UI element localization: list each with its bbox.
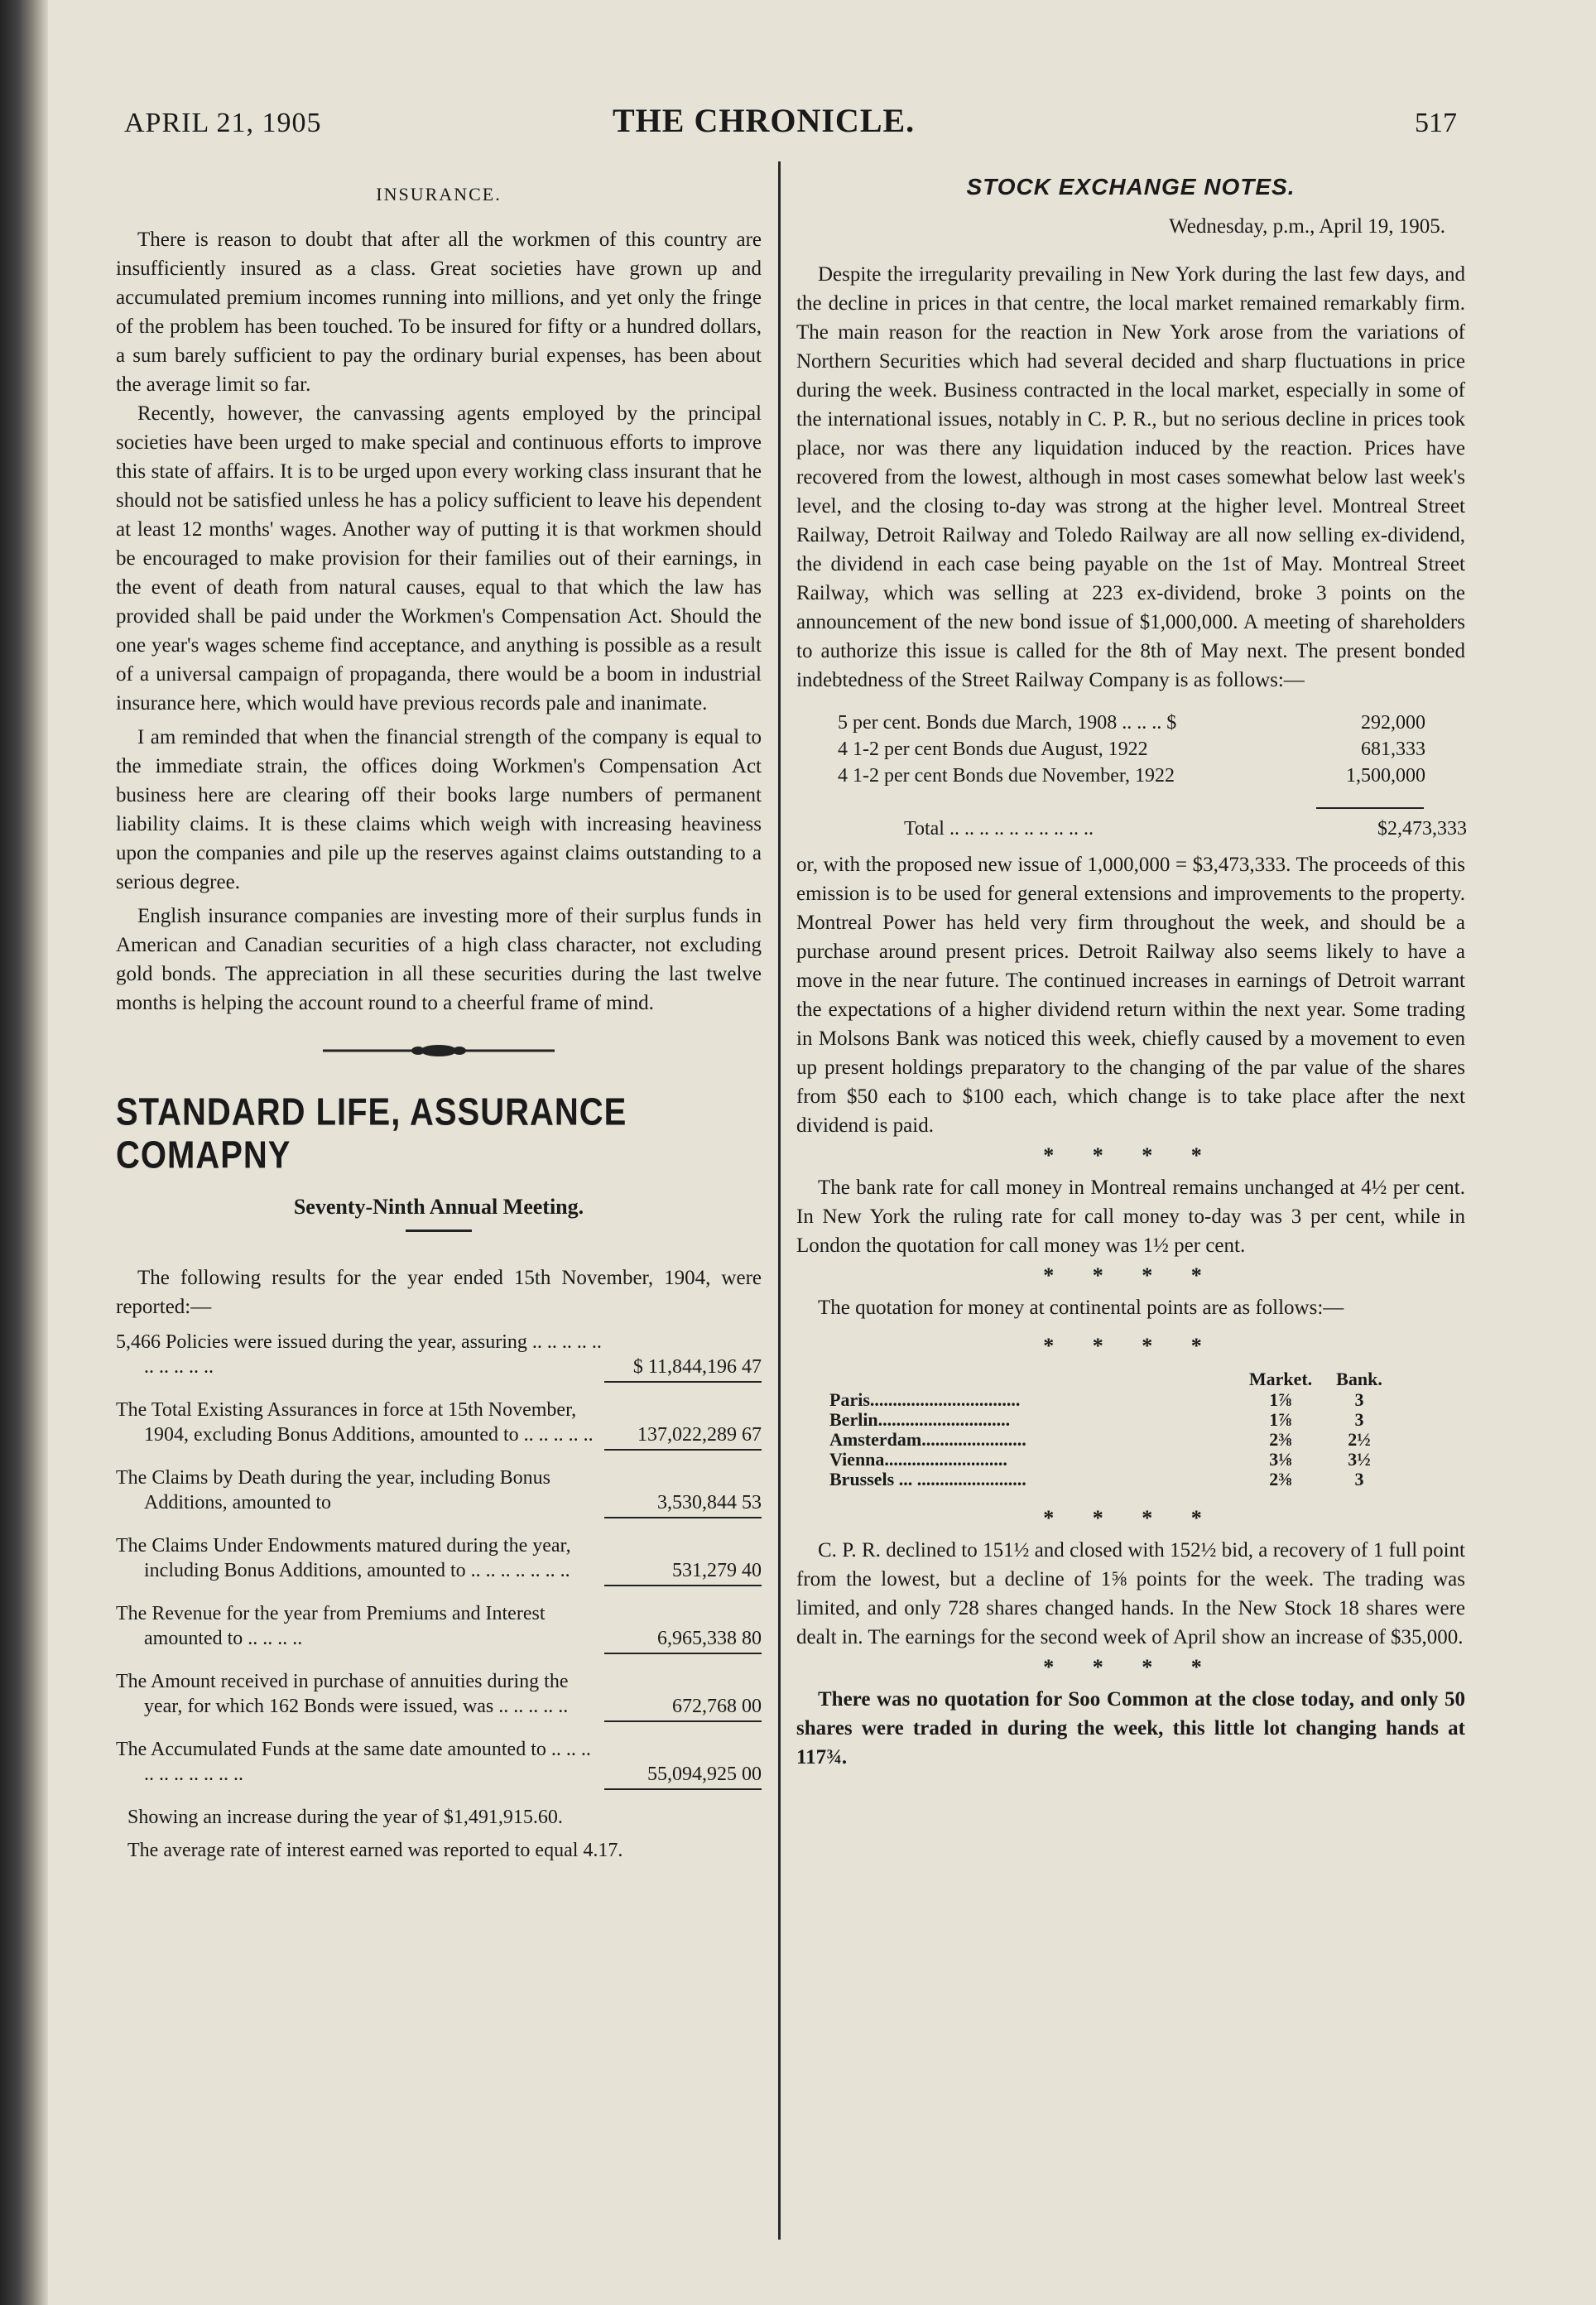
result-label: 5,466 Policies were issued during the year, assuring .. .. .. .. .. .. .. .. .. .. <box>116 1331 602 1378</box>
insurance-paragraph: I am reminded that when the financial strength of the company is equal to the immediate strain, the offices doing Workmen's Compensation Act business here are clearing off their books large numbers of permanent liability claims. It is these claims which weigh with increasing heaviness upon the companies and pile up the reserves against claims outstanding to a serious degree. <box>116 726 762 893</box>
rate-row <box>829 1410 1425 1430</box>
bond-amount: 1,500,000 <box>1346 765 1425 787</box>
result-amount: 6,965,338 80 <box>657 1628 762 1649</box>
result-amount: 3,530,844 53 <box>657 1492 762 1513</box>
rate-row <box>829 1390 1425 1410</box>
rate-row <box>829 1450 1425 1470</box>
rate-bank: 3 <box>1354 1389 1364 1410</box>
bond-row <box>838 710 1425 736</box>
rate-city: Paris................................. <box>829 1390 1021 1410</box>
rate-bank: 2½ <box>1348 1429 1371 1450</box>
insurance-paragraph: Recently, however, the canvassing agents employed by the principal societies have been urged to make special and continuous efforts to improve this state of affairs. It is to be urged upon every working class insurant that he should not be satisfied unless he has a policy sufficient to leave his dependent at least 12 months' wages. Another way of putting it is that workmen should be encouraged to make provision for their families out of their earnings, in the event of death from natural causes, equal to that which the law has provided shall be paid under the Workmen's Compensation Act. Should the one year's wages scheme find acceptance, and anything is possible as a result of a universal campaign of propaganda, there would be a boom in industrial insurance here, which would have previous records pale and inanimate. <box>116 402 762 715</box>
running-head <box>124 101 1457 151</box>
insurance-paragraph: There is reason to doubt that after all the workmen of this country are insufficiently insured as a class. Great societies have grown up and accumulated premium incomes running into millions, and yet only the fringe of the problem has been touched. To be insured for fifty or a hundred dollars, a sum barely sufficient to pay the ordinary burial expenses, has been about the average limit so far. <box>116 229 762 396</box>
rate-market: 1⅞ <box>1269 1409 1292 1430</box>
dateline: Wednesday, p.m., April 19, 1905. <box>1169 215 1445 238</box>
results-list <box>116 1330 762 1790</box>
rate-city: Amsterdam....................... <box>829 1430 1026 1450</box>
market-header: Market. <box>1248 1369 1313 1389</box>
section-stars: * * * * <box>1043 1263 1219 1287</box>
result-label: The Accumulated Funds at the same date amounted to .. .. .. .. .. .. .. .. .. .. <box>116 1739 591 1785</box>
result-rule <box>604 1585 762 1586</box>
short-rule <box>406 1229 472 1232</box>
stock-paragraph: The quotation for money at continental points are as follows:— <box>818 1297 1344 1319</box>
result-label: The Amount received in purchase of annuities during the year, for which 162 Bonds were issued, was .. .. .. .. .. <box>116 1671 569 1717</box>
total-rule <box>1316 807 1424 809</box>
result-amount: 55,094,925 00 <box>647 1764 762 1785</box>
result-amount: 531,279 40 <box>672 1560 762 1581</box>
result-item <box>116 1737 762 1790</box>
result-rule <box>604 1788 762 1790</box>
result-amount: 672,768 00 <box>672 1696 762 1717</box>
bond-description: 4 1-2 per cent Bonds due August, 1922 <box>838 739 1148 760</box>
bond-row <box>838 763 1425 789</box>
column-rule <box>778 161 781 2240</box>
result-rule <box>604 1720 762 1722</box>
stock-paragraph: There was no quotation for Soo Common at the close today, and only 50 shares were traded in during the week, this little lot changing hands at 117¾. <box>796 1688 1465 1768</box>
bank-header: Bank. <box>1336 1369 1382 1389</box>
result-rule <box>604 1517 762 1518</box>
bond-row <box>838 736 1425 763</box>
issue-date: APRIL 21, 1905 <box>124 108 322 138</box>
right-column <box>796 174 1465 1772</box>
section-stars: * * * * <box>1043 1334 1219 1358</box>
stock-paragraph: Despite the irregularity prevailing in New York during the last few days, and the decline in prices in that centre, the local market remained remarkably firm. The main reason for the reaction in New York arose from the variations of Northern Securities which had several decided and sharp fluctuations in price during the week. Business contracted in the local market, especially in some of the international issues, notably in C. P. R., but no serious decline in prices took place, nor was there any liquidation induced by the reaction. Prices have recovered from the lowest, although in most cases somewhat below last week's level, and the closing to-day was strong at the higher level. Montreal Street Railway, Detroit Railway and Toledo Railway are all now selling ex-dividend, the dividend in each case being payable on the 1st of May. Montreal Street Railway, which was selling at 223 ex-dividend, broke 3 points on the announcement of the new bond issue of $1,000,000. A meeting of shareholders to authorize this issue is called for the 8th of May next. The present bonded indebtedness of the Street Railway Company is as follows:— <box>796 263 1465 691</box>
insurance-paragraph: English insurance companies are investing more of their surplus funds in American and Canadian securities of a high class character, not excluding gold bonds. The appreciation in all these securities during the last twelve months is helping the account round to a cheerful frame of mind. <box>116 905 762 1014</box>
rates-header <box>829 1369 1425 1390</box>
result-rule <box>604 1381 762 1383</box>
page-number: 517 <box>1415 108 1457 138</box>
rate-row <box>829 1430 1425 1450</box>
stock-paragraph: The bank rate for call money in Montreal remains unchanged at 4½ per cent. In New York the ruling rate for call money to-day was 3 per cent, while in London the quotation for call money was 1½ per cent. <box>796 1177 1465 1257</box>
stock-notes-title: STOCK EXCHANGE NOTES. <box>966 174 1296 200</box>
rate-bank: 3 <box>1354 1469 1364 1489</box>
result-label: The Revenue for the year from Premiums and Interest amounted to .. .. .. .. <box>116 1603 546 1649</box>
binding-edge <box>0 0 48 2305</box>
section-stars: * * * * <box>1043 1143 1219 1167</box>
money-rates-table <box>829 1369 1425 1489</box>
result-item <box>116 1669 762 1722</box>
section-label: INSURANCE. <box>376 184 502 205</box>
result-item <box>116 1601 762 1654</box>
total-amount: $2,473,333 <box>1377 818 1467 840</box>
result-item <box>116 1330 762 1383</box>
bond-total-row <box>904 816 1467 842</box>
result-label: The Claims by Death during the year, including Bonus Additions, amounted to <box>116 1467 550 1513</box>
stock-paragraph: or, with the proposed new issue of 1,000,000 = $3,473,333. The proceeds of this emission is to be used for general extensions and improvements to the property. Montreal Power has held very firm throughout the week, and should be a purchase around present prices. Detroit Railway also seems likely to have a move in the near future. The continued increases in earnings of Detroit warrant the expectations of a higher dividend return within the next year. Some trading in Molsons Bank was noticed this week, chiefly caused by a movement to even up present holdings preparatory to the changing of the par value of the shares from $50 each to $100 each, which change is to take place after the next dividend is paid. <box>796 854 1465 1137</box>
result-label: The Total Existing Assurances in force at 15th November, 1904, excluding Bonus Additions, amounted to .. .. .. .. .. <box>116 1399 594 1446</box>
rate-market: 3⅛ <box>1269 1449 1292 1470</box>
ornament-divider <box>116 1044 762 1057</box>
rate-city: Berlin............................. <box>829 1410 1011 1430</box>
bond-description: 4 1-2 per cent Bonds due November, 1922 <box>838 765 1175 787</box>
article-subtitle: Seventy-Ninth Annual Meeting. <box>293 1195 584 1219</box>
section-stars: * * * * <box>1043 1655 1219 1679</box>
result-item <box>116 1465 762 1518</box>
result-amount: 137,022,289 67 <box>637 1424 762 1446</box>
result-rule <box>604 1449 762 1451</box>
rate-market: 1⅞ <box>1269 1389 1292 1410</box>
results-intro: The following results for the year ended 15th November, 1904, were reported:— <box>116 1267 762 1318</box>
article-title: STANDARD LIFE, ASSURANCE COMAPNY <box>116 1091 627 1177</box>
bond-table <box>838 710 1467 842</box>
rate-market: 2⅜ <box>1269 1469 1292 1489</box>
bond-amount: 292,000 <box>1361 712 1425 734</box>
result-amount: $ 11,844,196 47 <box>632 1356 762 1378</box>
left-column <box>116 174 762 1871</box>
stock-paragraph: C. P. R. declined to 151½ and closed with 152½ bid, a recovery of 1 full point from the lowest, but a decline of 1⅝ points for the week. The trading was limited, and only 728 shares changed hands. In the New Stock 18 shares were dealt in. The earnings for the second week of April show an increase of $35,000. <box>796 1539 1465 1648</box>
result-note: Showing an increase during the year of $1,491,915.60. <box>127 1807 563 1828</box>
result-item <box>116 1398 762 1451</box>
rate-city: Vienna........................... <box>829 1450 1007 1470</box>
publication-title: THE CHRONICLE. <box>613 102 916 139</box>
rate-market: 2⅜ <box>1269 1429 1292 1450</box>
rate-city: Brussels ... ........................ <box>829 1470 1026 1489</box>
result-label: The Claims Under Endowments matured during the year, including Bonus Additions, amounted to .. .. .. .. .. .. .. <box>116 1535 571 1581</box>
result-item <box>116 1533 762 1586</box>
rate-bank: 3 <box>1354 1409 1364 1430</box>
total-label: Total .. .. .. .. .. .. .. .. .. .. <box>904 818 1094 840</box>
section-stars: * * * * <box>1043 1506 1219 1530</box>
ornament-icon <box>323 1044 555 1057</box>
rate-bank: 3½ <box>1348 1449 1371 1470</box>
rate-row <box>829 1470 1425 1489</box>
bond-amount: 681,333 <box>1361 739 1425 760</box>
result-note: The average rate of interest earned was reported to equal 4.17. <box>127 1840 623 1861</box>
bond-description: 5 per cent. Bonds due March, 1908 .. .. .. $ <box>838 712 1177 734</box>
result-rule <box>604 1653 762 1654</box>
